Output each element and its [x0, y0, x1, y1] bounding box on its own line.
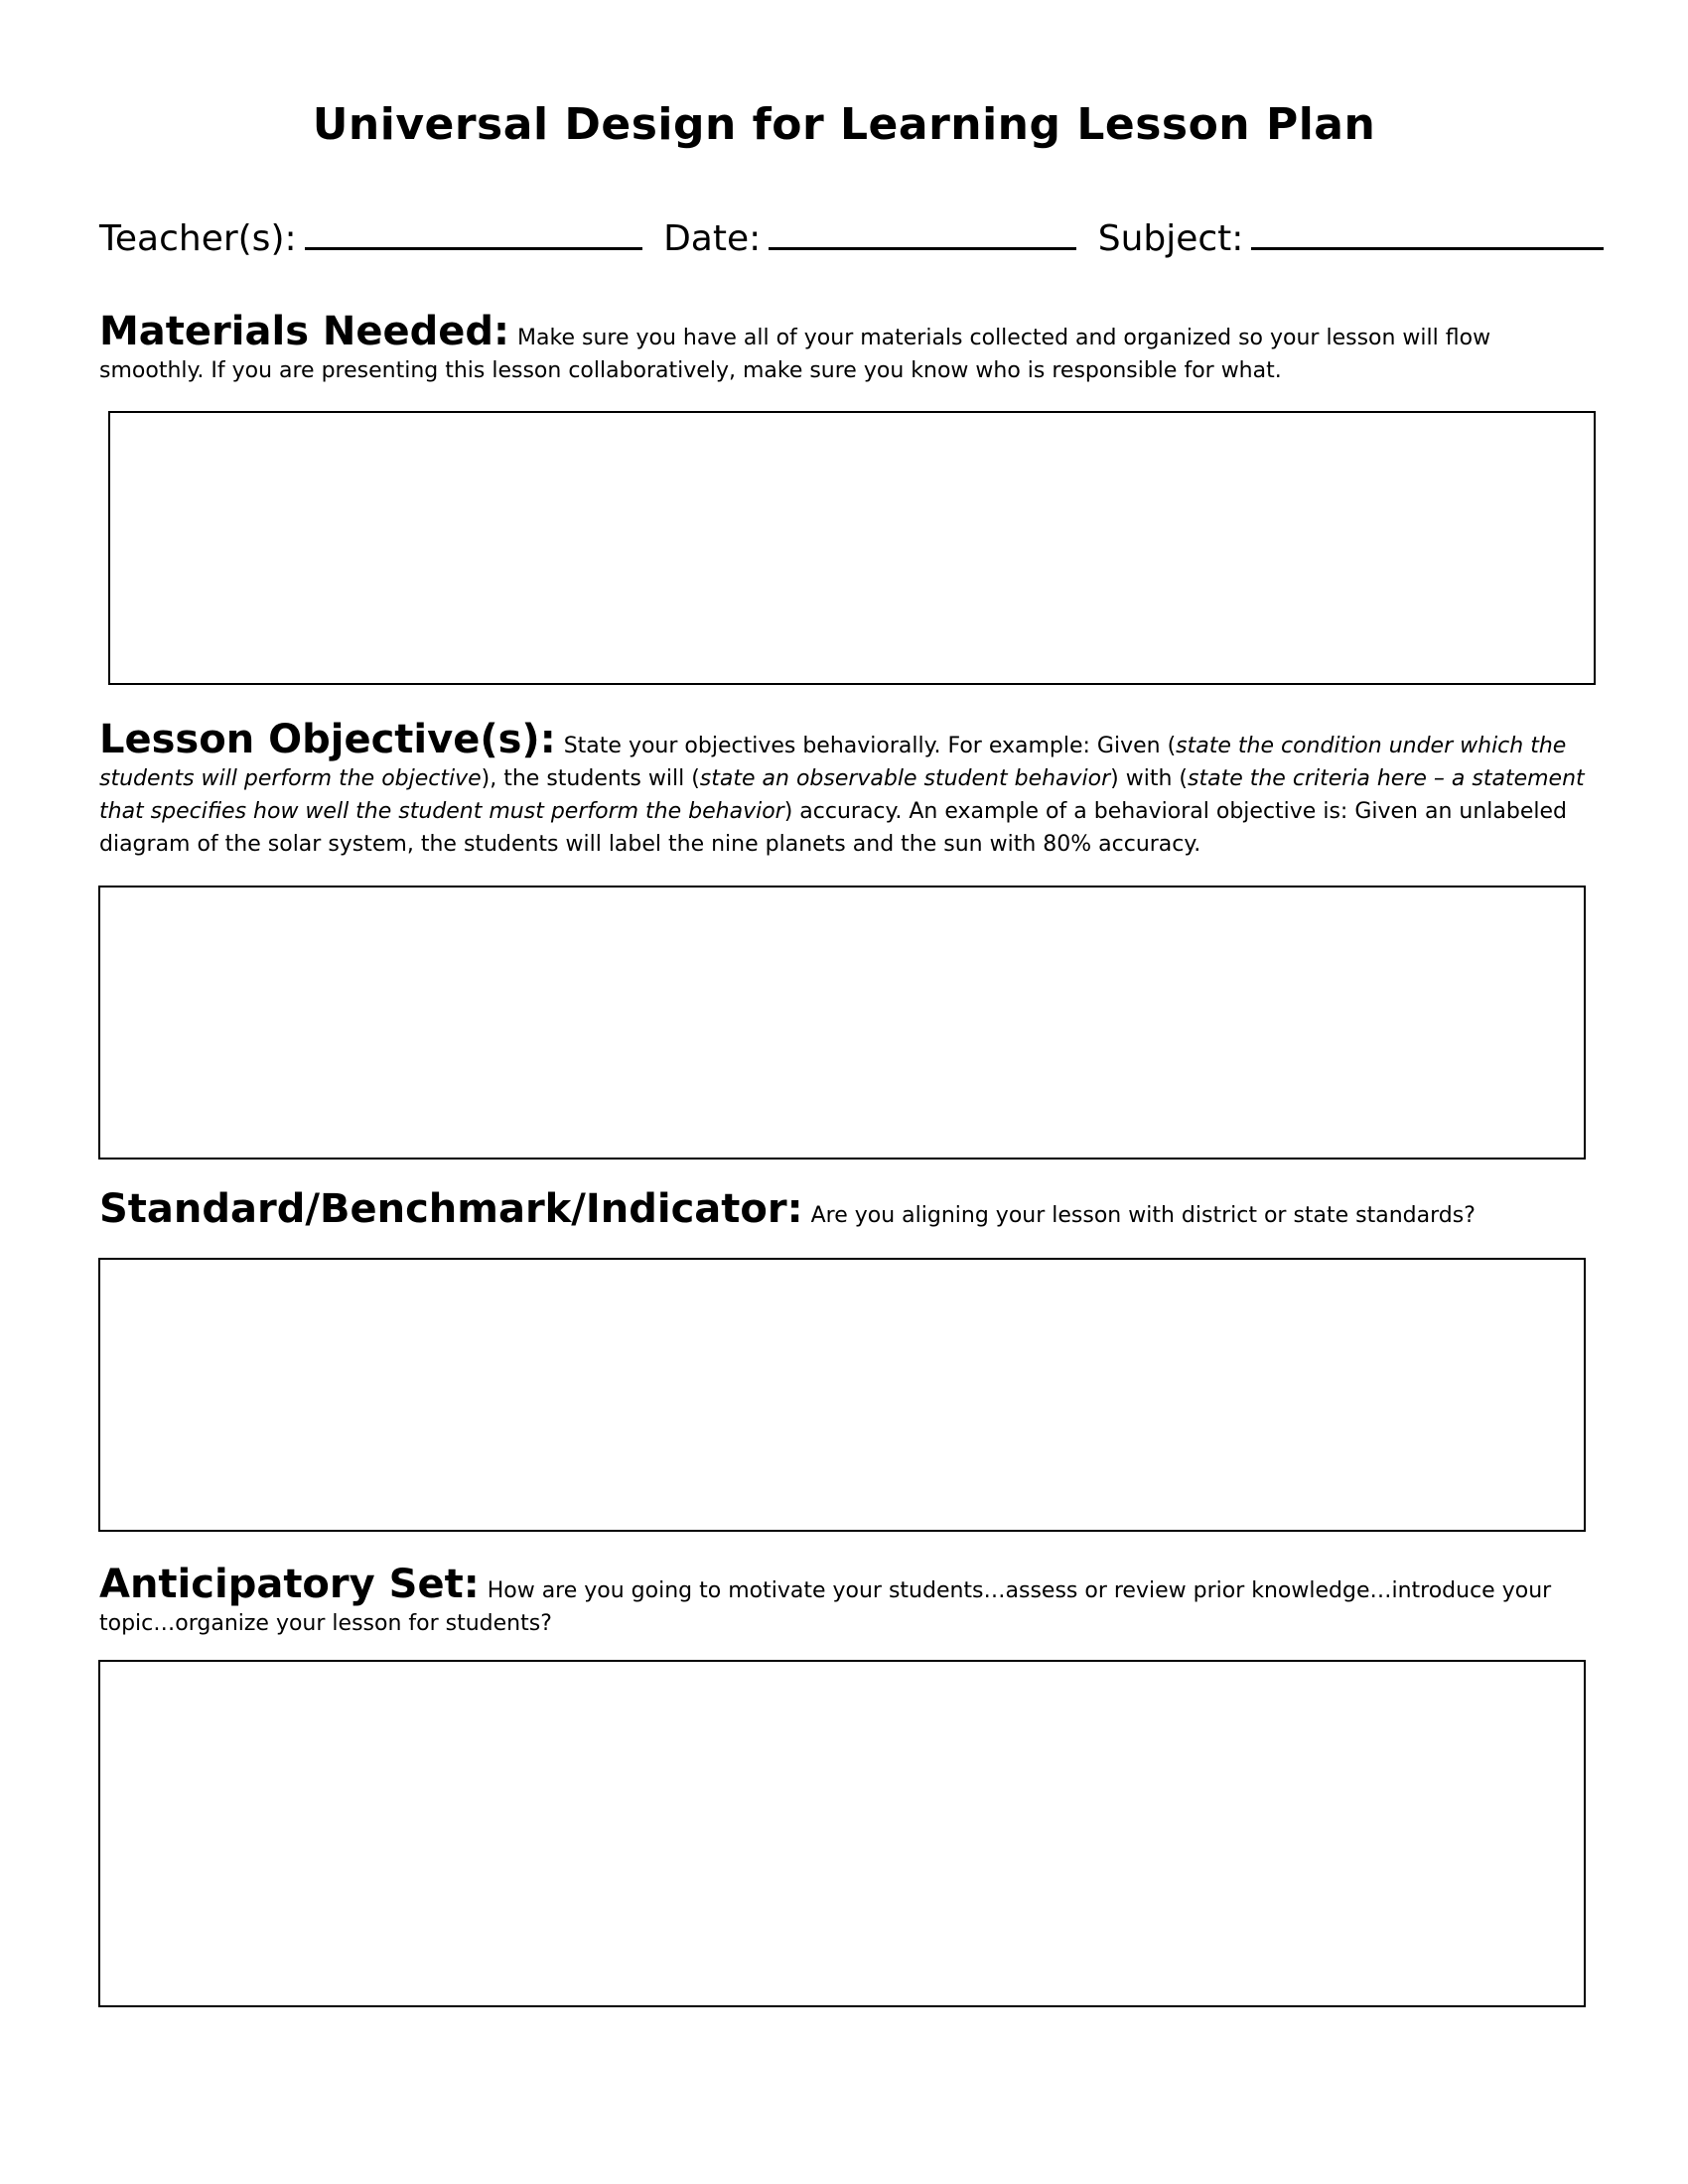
subject-field[interactable]: [1251, 213, 1604, 250]
objectives-text-4: ) accuracy. An example of a behavioral objective is: Given an unlabeled diagram of the solar system, the students will label the nine planets and the sun with 80% accuracy.: [99, 799, 1567, 857]
objectives-text-1: State your objectives behaviorally. For example: Given (: [563, 734, 1177, 758]
header-fields: [99, 213, 1569, 259]
materials-box[interactable]: [108, 411, 1596, 685]
standard-section-header: [99, 1187, 1589, 1232]
objectives-italic-1: state the condition under which the students will perform the objective: [99, 734, 1567, 791]
objectives-heading: Lesson Objective(s):: [99, 717, 556, 762]
anticipatory-instructions: How are you going to motivate your students…assess or review prior knowledge…introduce your topic…organize your lesson for students?: [99, 1578, 1552, 1636]
standard-box[interactable]: [98, 1258, 1586, 1532]
anticipatory-section-header: [99, 1563, 1589, 1640]
objectives-italic-3: state the criteria here – a statement that specifies how well the student must perform the behavior: [99, 766, 1585, 824]
anticipatory-heading: Anticipatory Set:: [99, 1562, 480, 1607]
teacher-label: Teacher(s):: [99, 218, 297, 259]
subject-label: Subject:: [1097, 218, 1244, 259]
materials-section-header: [99, 310, 1589, 387]
materials-instructions: Make sure you have all of your materials collected and organized so your lesson will flow smoothly. If you are presenting this lesson collaboratively, make sure you know who is responsible for what.: [99, 326, 1491, 383]
page-title: Universal Design for Learning Lesson Plan: [312, 99, 1376, 150]
materials-heading: Materials Needed:: [99, 309, 510, 354]
standard-heading: Standard/Benchmark/Indicator:: [99, 1186, 803, 1232]
date-label: Date:: [663, 218, 762, 259]
objectives-text-3: ) with (: [1110, 766, 1188, 791]
date-field[interactable]: [769, 213, 1076, 250]
objectives-box[interactable]: [98, 886, 1586, 1160]
objectives-italic-2: state an observable student behavior: [699, 766, 1111, 791]
anticipatory-box[interactable]: [98, 1660, 1586, 2007]
objectives-section-header: [99, 718, 1589, 861]
objectives-text-2: ), the students will (: [481, 766, 700, 791]
standard-instructions: Are you aligning your lesson with district or state standards?: [810, 1203, 1476, 1228]
teacher-field[interactable]: [305, 213, 642, 250]
